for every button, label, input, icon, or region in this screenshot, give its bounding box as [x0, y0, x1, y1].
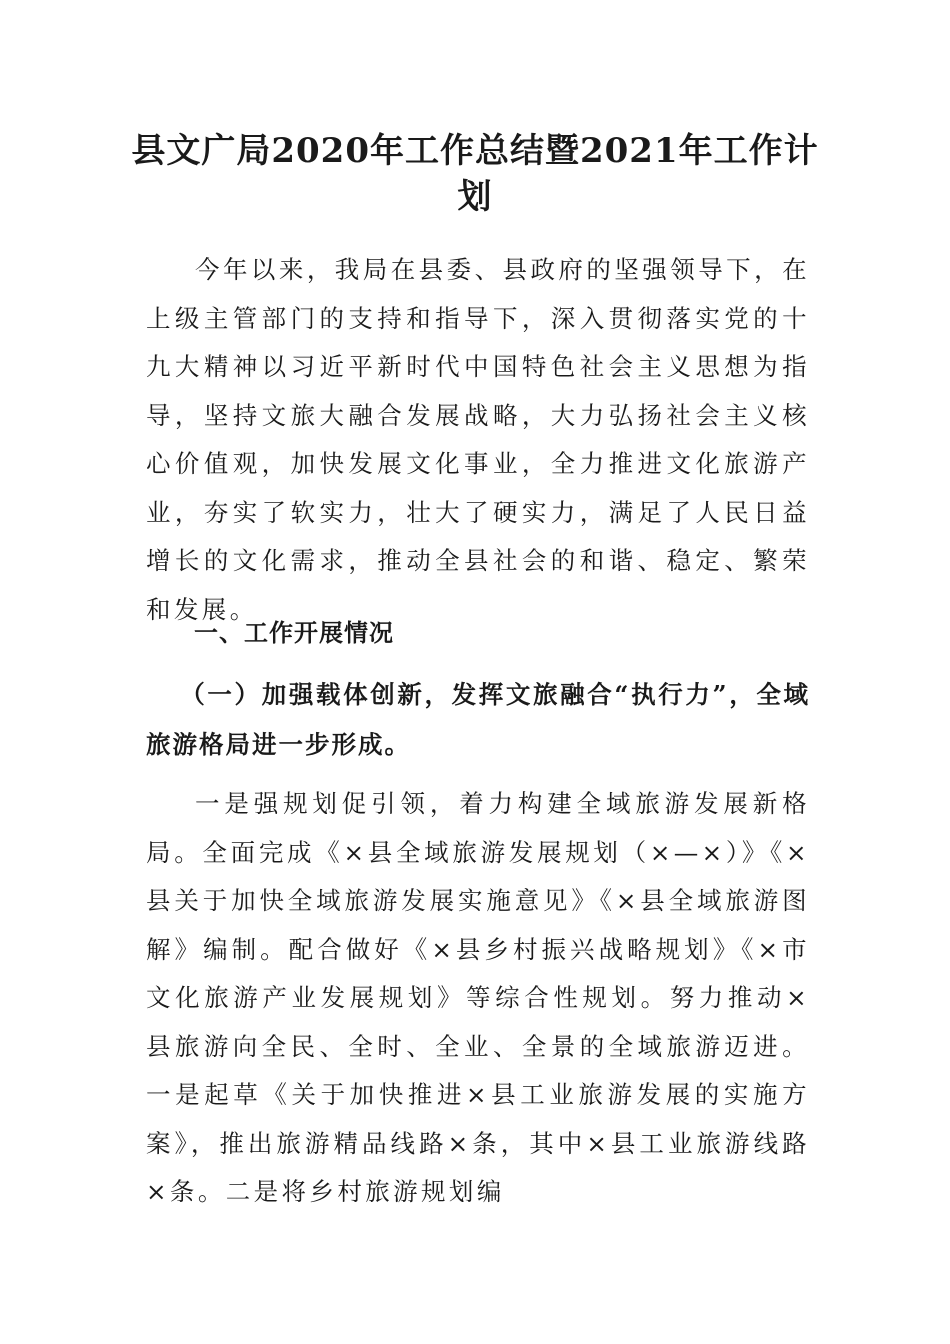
document-title: 县文广局2020年工作总结暨2021年工作计划	[131, 131, 819, 217]
section-heading: 一、工作开展情况	[194, 619, 394, 647]
intro-paragraph: 今年以来，我局在县委、县政府的坚强领导下，在上级主管部门的支持和指导下，深入贯彻落实党的十九大精神以习近平新时代中国特色社会主义思想为指导，坚持文旅大融合发展战略，大力弘扬社会主义核心价值观，加快发展文化事业，全力推进文化旅游产业，夯实了软实力，壮大了硬实力，满足了人民日益增长的文化需求，推动全县社会的和谐、稳定、繁荣和发展。	[146, 255, 810, 624]
subsection-heading: （一）加强载体创新，发挥文旅融合“执行力”，全域旅游格局进一步形成。	[146, 680, 810, 759]
body-paragraph: 一是强规划促引领，着力构建全域旅游发展新格局。全面完成《×县全域旅游发展规划（×—×）》《×县关于加快全域旅游发展实施意见》《×县全域旅游图解》编制。配合做好《×县乡村振兴战略规划》《×市文化旅游产业发展规划》等综合性规划。努力推动×县旅游向全民、全时、全业、全景的全域旅游迈进。一是起草《关于加快推进×县工业旅游发展的实施方案》，推出旅游精品线路×条，其中×县工业旅游线路×条。二是将乡村旅游规划编	[146, 789, 810, 1206]
